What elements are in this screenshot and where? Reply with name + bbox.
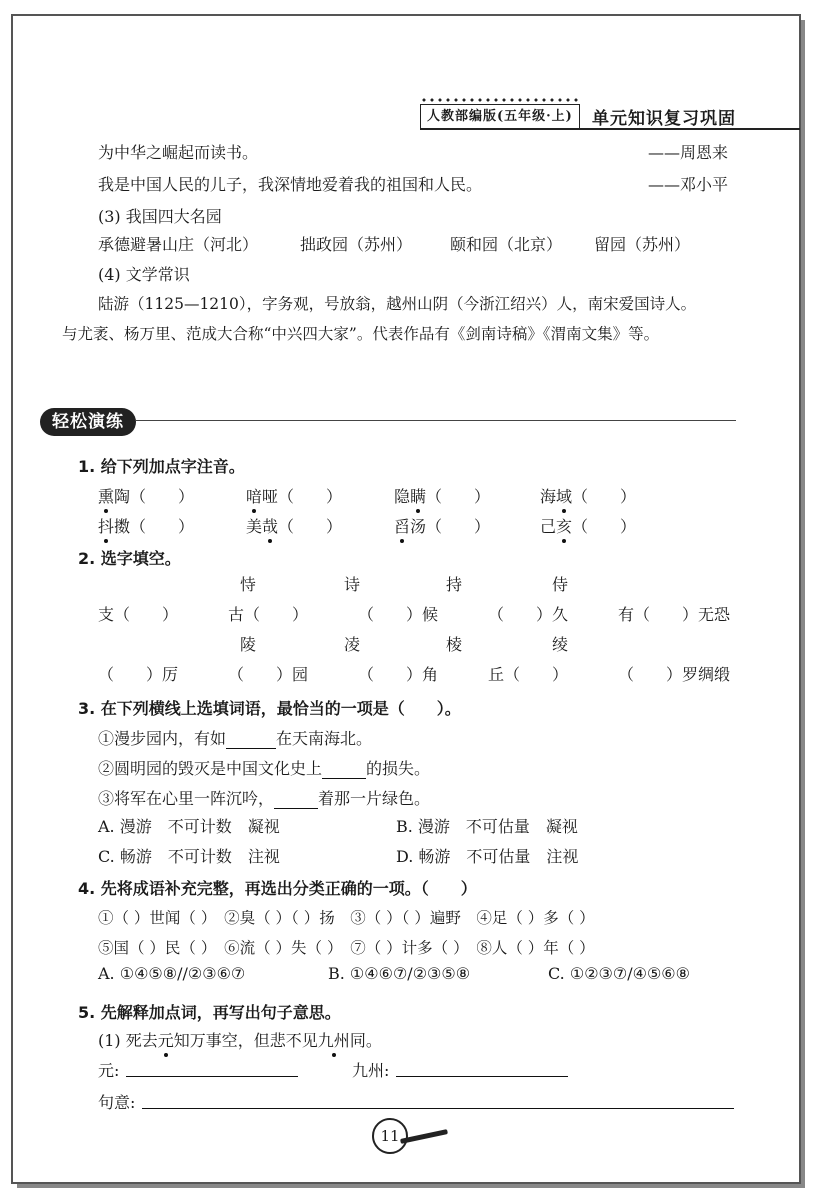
q5-jiuzhou-answer-line[interactable] [396,1076,568,1077]
q3-sentence-2: ②圆明园的毁灭是中国文化史上 的损失。 [98,759,431,778]
page-shadow-right [801,20,805,1186]
q1-title: 1. 给下列加点字注音。 [78,457,245,476]
q1-item-6: 美哉（ ） [246,517,343,536]
garden-3: 颐和园（北京） [450,235,563,254]
garden-4: 留园（苏州） [594,235,691,254]
literature-line-1: 陆游（1125—1210），字务观，号放翁，越州山阴（今浙江绍兴）人，南宋爱国诗人。 [98,295,697,313]
section-rule [136,420,736,421]
q1-item-1: 熏陶（ ） [98,487,195,506]
q4-option-a: A. ①④⑤⑧//②③⑥⑦ [98,964,246,983]
q2-char-7: 棱 [446,635,463,654]
quote-2-text: 我是中国人民的儿子，我深情地爱着我的祖国和人民。 [98,175,483,194]
q2-blank-1: 支（ ） [98,605,179,624]
q2-blank-6: （ ）厉 [98,665,179,684]
q2-char-6: 凌 [344,635,361,654]
q5-sentence: (1) 死去元知万事空，但悲不见九州同。 [98,1031,382,1050]
q2-char-2: 诗 [344,575,361,594]
literature-heading: (4) 文学常识 [98,265,190,284]
q2-char-4: 侍 [552,575,569,594]
q4-option-b: B. ①④⑥⑦/②③⑤⑧ [328,964,471,983]
q2-char-8: 绫 [552,635,569,654]
q5-jiuzhou-label: 九州: [352,1061,390,1080]
quote-1-author: ——周恩来 [648,143,729,162]
q2-blank-10: （ ）罗绸缎 [618,665,731,684]
q3-option-c: C. 畅游 不可计数 注视 [98,847,280,866]
q2-char-1: 恃 [240,575,257,594]
header-title: 单元知识复习巩固 [592,109,736,129]
q3-option-b: B. 漫游 不可估量 凝视 [396,817,578,836]
q2-blank-5: 有（ ）无恐 [618,605,731,624]
q2-blank-9: 丘（ ） [488,665,569,684]
q5-title: 5. 先解释加点词，再写出句子意思。 [78,1003,341,1022]
section-badge: 轻松演练 [40,408,136,436]
garden-2: 拙政园（苏州） [300,235,413,254]
q1-item-7: 舀汤（ ） [394,517,491,536]
q2-blank-3: （ ）候 [358,605,439,624]
q1-item-5: 抖擞（ ） [98,517,195,536]
q2-char-3: 持 [446,575,463,594]
gardens-heading: (3) 我国四大名园 [98,207,222,226]
q1-item-2: 喑哑（ ） [246,487,343,506]
header-series: 人教部编版(五年级·上) [420,104,580,130]
q3-option-a: A. 漫游 不可计数 凝视 [98,817,280,836]
q5-meaning-answer-line[interactable] [142,1108,734,1109]
q4-title: 4. 先将成语补充完整，再选出分类正确的一项。（ ） [78,879,477,898]
q1-item-3: 隐瞒（ ） [394,487,491,506]
q1-item-8: 己亥（ ） [540,517,637,536]
page-shadow-bottom [17,1184,805,1188]
q4-row-2: ⑤国（ ）民（ ） ⑥流（ ）失（ ） ⑦（ ）计多（ ） ⑧人（ ）年（ ） [98,939,595,957]
q3-sentence-1: ①漫步园内，有如 在天南海北。 [98,729,373,748]
q3-sentence-3: ③将军在心里一阵沉吟， 着那一片绿色。 [98,789,431,808]
q5-meaning-label: 句意: [98,1093,136,1112]
header-rule [420,128,800,130]
q5-yuan-label: 元: [98,1061,120,1080]
q1-item-4: 海域（ ） [540,487,637,506]
header-dots [420,98,580,102]
q3-title: 3. 在下列横线上选填词语，最恰当的一项是（ ）。 [78,699,461,718]
q2-title: 2. 选字填空。 [78,549,181,568]
q5-yuan-answer-line[interactable] [126,1076,298,1077]
q2-char-5: 陵 [240,635,257,654]
q2-blank-2: 古（ ） [228,605,309,624]
garden-1: 承德避暑山庄（河北） [98,235,259,254]
q4-row-1: ①（ ）世闻（ ） ②臭（ ）（ ）扬 ③（ ）（ ）遍野 ④足（ ）多（ ） [98,909,595,927]
q2-blank-8: （ ）角 [358,665,439,684]
q4-option-c: C. ①②③⑦/④⑤⑥⑧ [548,964,690,983]
q2-blank-7: （ ）园 [228,665,309,684]
literature-line-2: 与尤袤、杨万里、范成大合称“中兴四大家”。代表作品有《剑南诗稿》《渭南文集》等。 [62,325,660,343]
quote-2-author: ——邓小平 [648,175,729,194]
q3-option-d: D. 畅游 不可估量 注视 [396,847,579,866]
page-number: 11 [372,1118,408,1154]
q2-blank-4: （ ）久 [488,605,569,624]
quote-1-text: 为中华之崛起而读书。 [98,143,259,162]
